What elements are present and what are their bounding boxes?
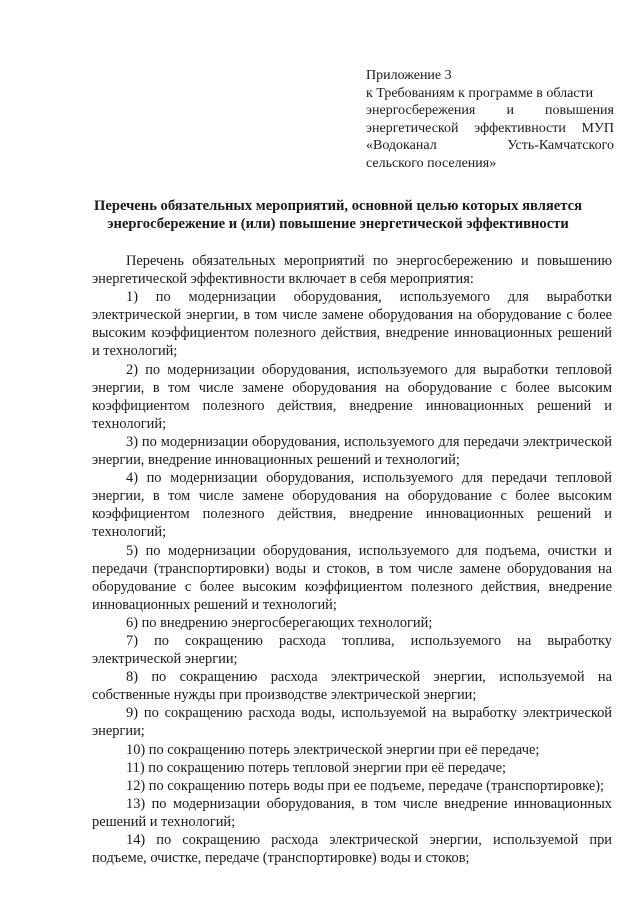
document-title: Перечень обязательных мероприятий, основной целью которых является энергосбережение и (или) повышение энергетической эффективности <box>94 198 582 232</box>
appendix-reference-line: сельского поселения» <box>366 155 497 171</box>
list-item: 9) по сокращению расхода воды, используемой на выработку электрической энергии; <box>92 705 612 740</box>
list-item: 7) по сокращению расхода топлива, используемого на выработку электрической энергии; <box>92 632 612 668</box>
list-item: 8) по сокращению расхода электрической энергии, используемой на собственные нужды при производстве электрической энергии; <box>92 669 612 704</box>
list-item: 14) по сокращению расхода электрической энергии, используемой при подъеме, очистке, передаче (транспортировке) воды и стоков; <box>92 832 612 867</box>
list-item: 5) по модернизации оборудования, используемого для подъема, очистки и передачи (транспортировки) воды и стоков, в том числе замене оборудования на оборудование с более высоким коэффициентом полезного действия, внедрение инновационных решений и технологий; <box>92 542 612 613</box>
list-item: 3) по модернизации оборудования, используемого для передачи электрической энергии, внедрение инновационных решений и технологий; <box>92 433 612 469</box>
list-item: 11) по сокращению потерь тепловой энергии при её передаче; <box>126 759 506 776</box>
list-item: 6) по внедрению энергосберегающих технологий; <box>126 614 433 631</box>
list-item: 12) по сокращению потерь воды при ее подъеме, передаче (транспортировке); <box>126 777 604 794</box>
list-item: 4) по модернизации оборудования, используемого для передачи тепловой энергии, в том числе замене оборудования на оборудование с более высоким коэффициентом полезного действия, внедрение инновационных решений и технологий; <box>92 470 612 541</box>
list-item: 1) по модернизации оборудования, используемого для выработки электрической энергии, в том числе замене оборудования на оборудование с более высоким коэффициентом полезного действия, внедрение инновационных решений и технологий; <box>92 289 612 360</box>
appendix-number: Приложение 3 <box>366 68 452 83</box>
list-item: 13) по модернизации оборудования, в том числе внедрение инновационных решений и технологий; <box>92 795 612 830</box>
appendix-reference-line: «Водоканал Усть-Камчатского <box>366 138 614 153</box>
list-item: 10) по сокращению потерь электрической энергии при её передаче; <box>126 741 540 758</box>
appendix-reference-line: к Требованиям к программе в области <box>366 85 594 101</box>
intro-paragraph: Перечень обязательных мероприятий по энергосбережению и повышению энергетической эффективности включает в себя мероприятия: <box>92 253 612 288</box>
appendix-reference-line: энергосбережения и повышения <box>366 103 614 118</box>
document-body <box>92 252 612 867</box>
appendix-header <box>366 67 614 172</box>
appendix-reference-line: энергетической эффективности МУП <box>366 120 614 136</box>
list-item: 2) по модернизации оборудования, используемого для выработки тепловой энергии, в том числе замене оборудования на оборудование с более высоким коэффициентом полезного действия, внедрение инновационных решений и технологий; <box>92 361 612 432</box>
